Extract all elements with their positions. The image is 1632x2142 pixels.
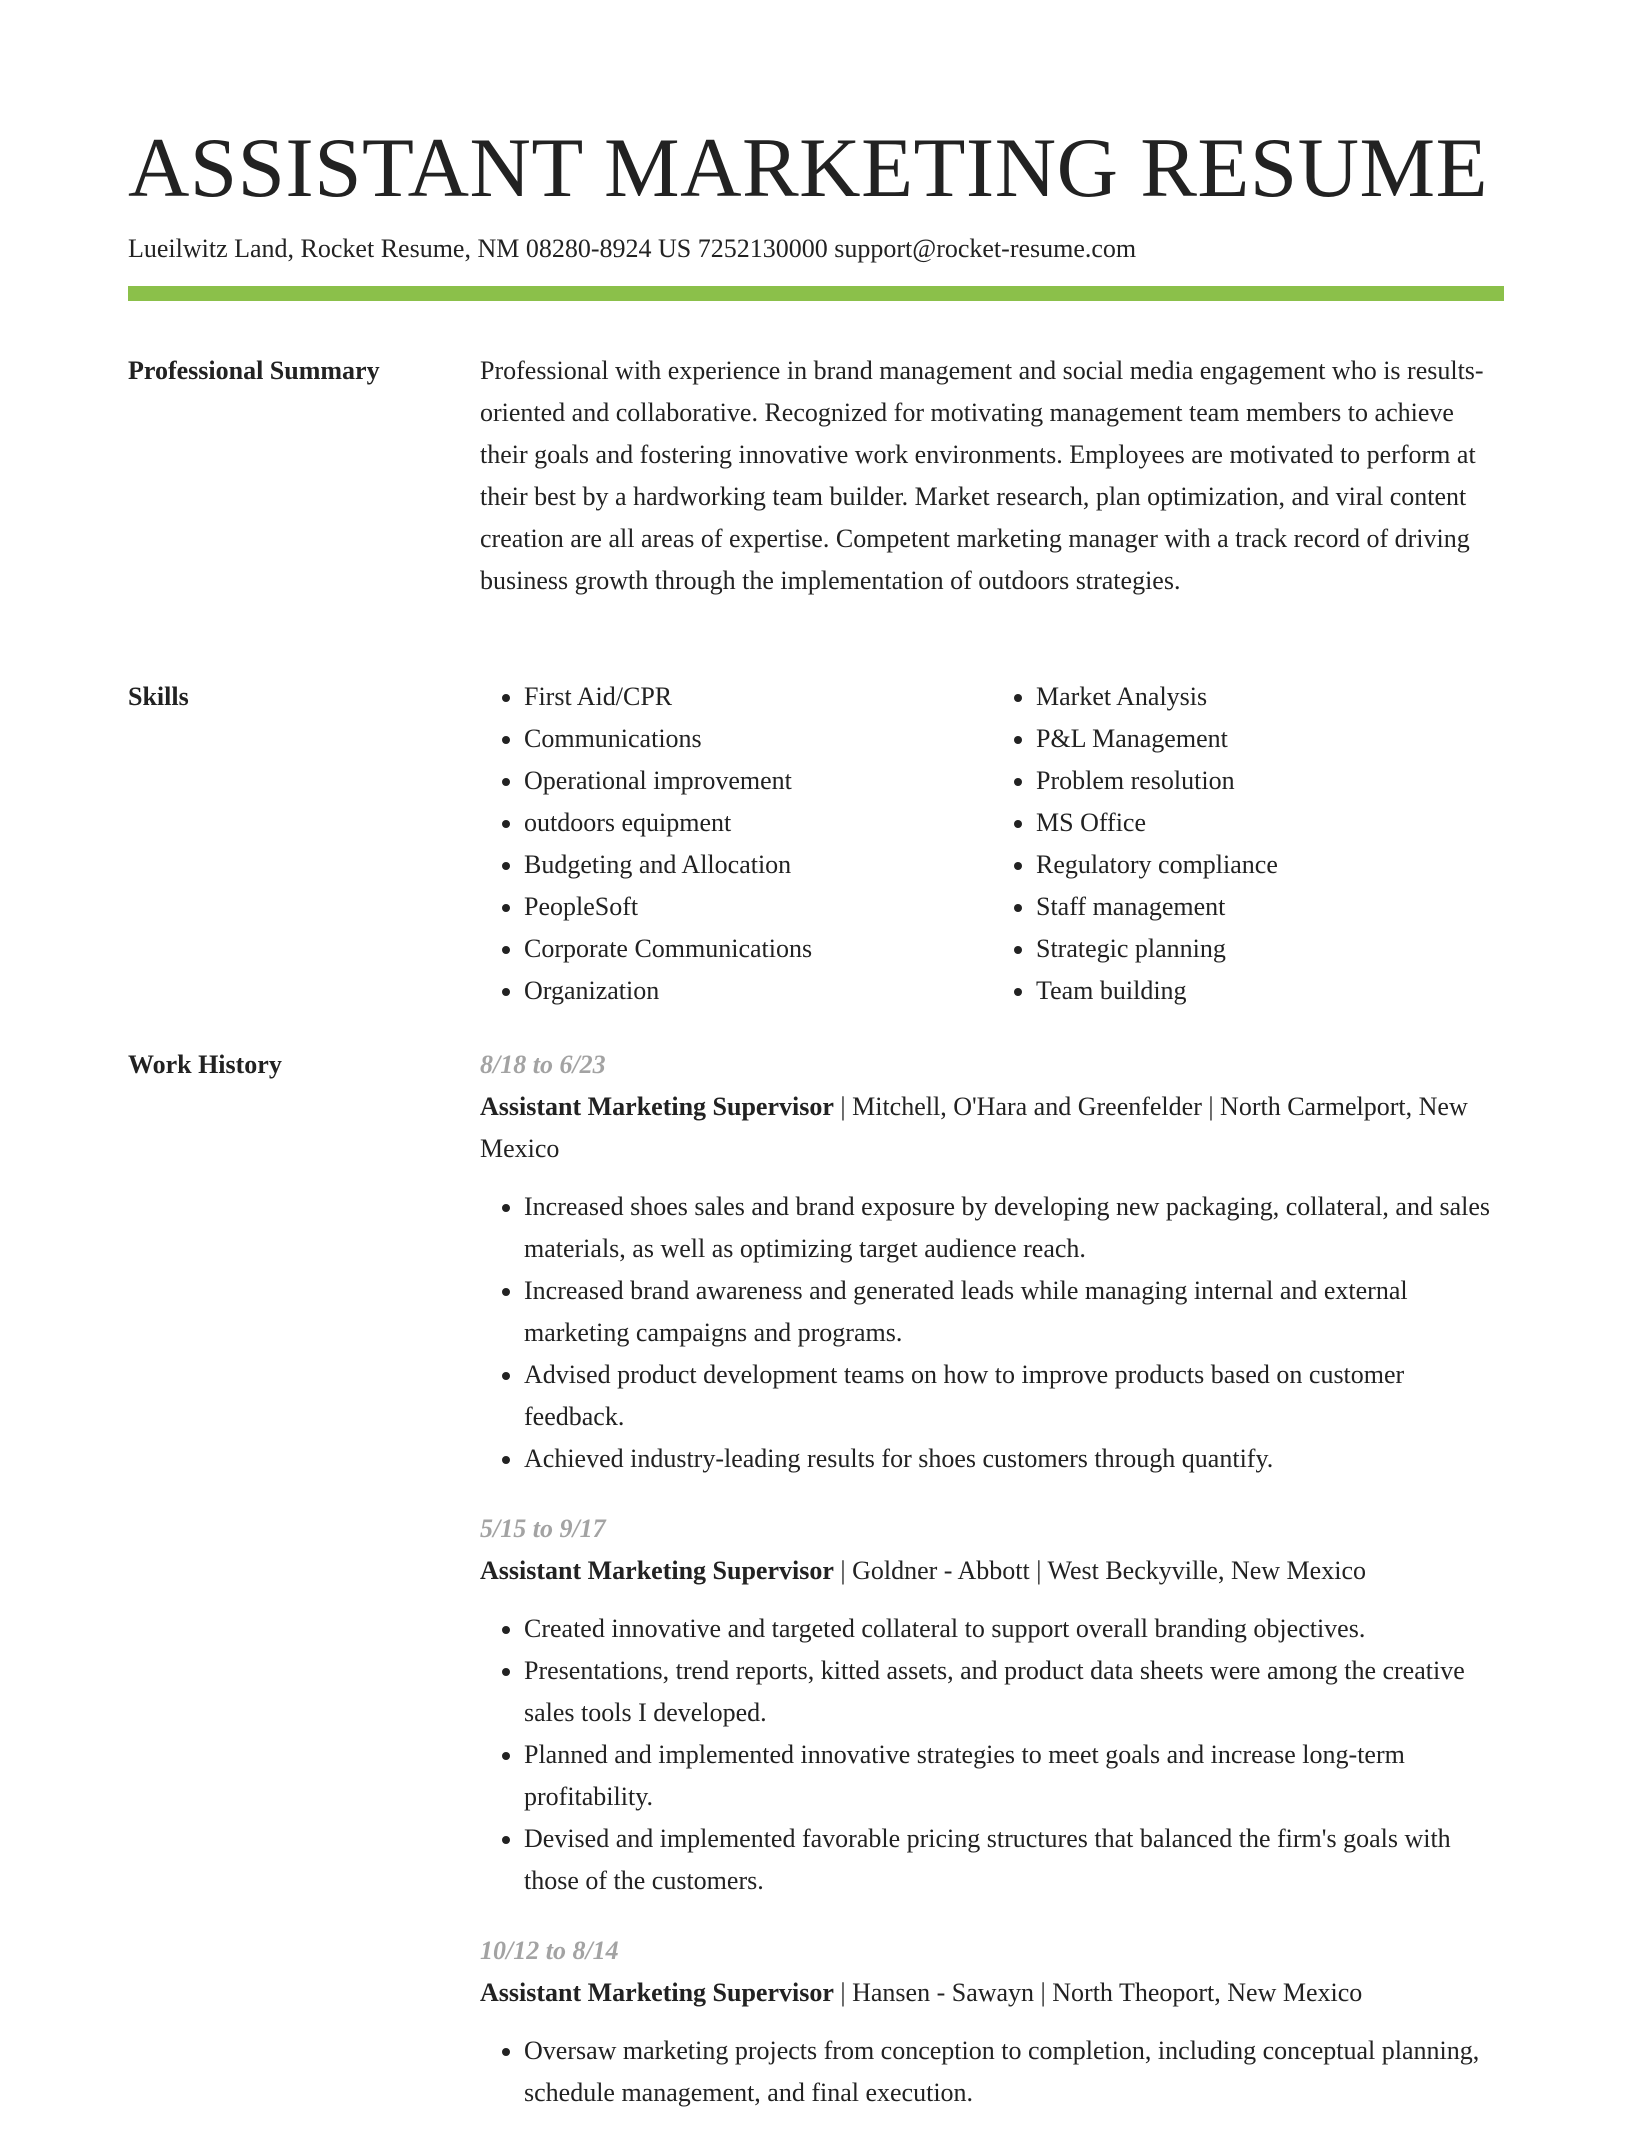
skills-column-left xyxy=(480,676,992,1012)
skill-item: • outdoors equipment xyxy=(524,802,992,844)
summary-text: Professional with experience in brand management and social media engagement who is results-oriented and collaborative. Recognized for motivating management team members to achieve their goals and fostering innovative work environments. Employees are motivated to perform at their best by a hardworking team builder. Market research, plan optimization, and viral content creation are all areas of expertise. Competent marketing manager with a track record of driving business growth through the implementation of outdoors strategies. xyxy=(480,356,1484,595)
job-bullet: • Achieved industry-leading results for shoes customers through quantify. xyxy=(524,1438,1504,1480)
job-bullet: • Oversaw marketing projects from conception to completion, including conceptual planning, schedule management, and final execution. xyxy=(524,2030,1504,2114)
job-title: Assistant Marketing Supervisor xyxy=(480,1556,834,1585)
job-header xyxy=(480,1550,1504,1592)
skill-item: • Budgeting and Allocation xyxy=(524,844,992,886)
job-bullets xyxy=(480,1608,1504,1902)
job-bullet: • Devised and implemented favorable pricing structures that balanced the firm's goals with those of the customers. xyxy=(524,1818,1504,1902)
work-history-section xyxy=(480,1044,1504,2142)
job-title: Assistant Marketing Supervisor xyxy=(480,1092,834,1121)
job-entry xyxy=(480,1930,1504,2114)
skill-item: • Staff management xyxy=(1036,886,1504,928)
job-bullet: • Increased shoes sales and brand exposure by developing new packaging, collateral, and sales materials, as well as optimizing target audience reach. xyxy=(524,1186,1504,1270)
job-header xyxy=(480,1972,1504,2014)
contact-line: Lueilwitz Land, Rocket Resume, NM 08280-8924 US 7252130000 support@rocket-resume.com xyxy=(128,234,1137,263)
job-entry xyxy=(480,1508,1504,1902)
job-dates: 8/18 to 6/23 xyxy=(480,1050,606,1079)
skill-item: • MS Office xyxy=(1036,802,1504,844)
job-employer-location: | Goldner - Abbott | West Beckyville, New Mexico xyxy=(833,1556,1366,1585)
skills-heading: Skills xyxy=(128,682,189,711)
job-bullet: • Created innovative and targeted collateral to support overall branding objectives. xyxy=(524,1608,1504,1650)
job-bullet: • Presentations, trend reports, kitted assets, and product data sheets were among the creative sales tools I developed. xyxy=(524,1650,1504,1734)
header-divider xyxy=(128,286,1504,301)
skills-column-right xyxy=(992,676,1504,1012)
skill-item: • Problem resolution xyxy=(1036,760,1504,802)
skill-item: • P&L Management xyxy=(1036,718,1504,760)
skill-item: • Team building xyxy=(1036,970,1504,1012)
skill-item: • PeopleSoft xyxy=(524,886,992,928)
job-bullet: • Advised product development teams on how to improve products based on customer feedback. xyxy=(524,1354,1504,1438)
job-employer-location: | Hansen - Sawayn | North Theoport, New Mexico xyxy=(833,1978,1363,2007)
job-dates: 5/15 to 9/17 xyxy=(480,1514,606,1543)
resume-title: ASSISTANT MARKETING RESUME xyxy=(128,121,1489,215)
skill-item: • Strategic planning xyxy=(1036,928,1504,970)
job-title: Assistant Marketing Supervisor xyxy=(480,1978,834,2007)
skill-item: • Corporate Communications xyxy=(524,928,992,970)
summary-heading: Professional Summary xyxy=(128,356,380,385)
summary-section xyxy=(480,350,1504,602)
skills-list xyxy=(480,676,1504,1012)
work-history-heading: Work History xyxy=(128,1050,282,1079)
skill-item: • Operational improvement xyxy=(524,760,992,802)
job-entry xyxy=(480,1044,1504,1480)
job-dates: 10/12 to 8/14 xyxy=(480,1936,619,1965)
job-bullets xyxy=(480,2030,1504,2114)
skill-item: • Market Analysis xyxy=(1036,676,1504,718)
job-bullets xyxy=(480,1186,1504,1480)
job-bullet: • Planned and implemented innovative strategies to meet goals and increase long-term profitability. xyxy=(524,1734,1504,1818)
skill-item: • Communications xyxy=(524,718,992,760)
job-header xyxy=(480,1086,1504,1170)
skills-section xyxy=(480,676,1504,1012)
job-employer-location: | Mitchell, O'Hara and Greenfelder | North Carmelport, New Mexico xyxy=(480,1092,1468,1163)
job-bullet: • Increased brand awareness and generated leads while managing internal and external marketing campaigns and programs. xyxy=(524,1270,1504,1354)
skill-item: • Organization xyxy=(524,970,992,1012)
skill-item: • First Aid/CPR xyxy=(524,676,992,718)
skill-item: • Regulatory compliance xyxy=(1036,844,1504,886)
